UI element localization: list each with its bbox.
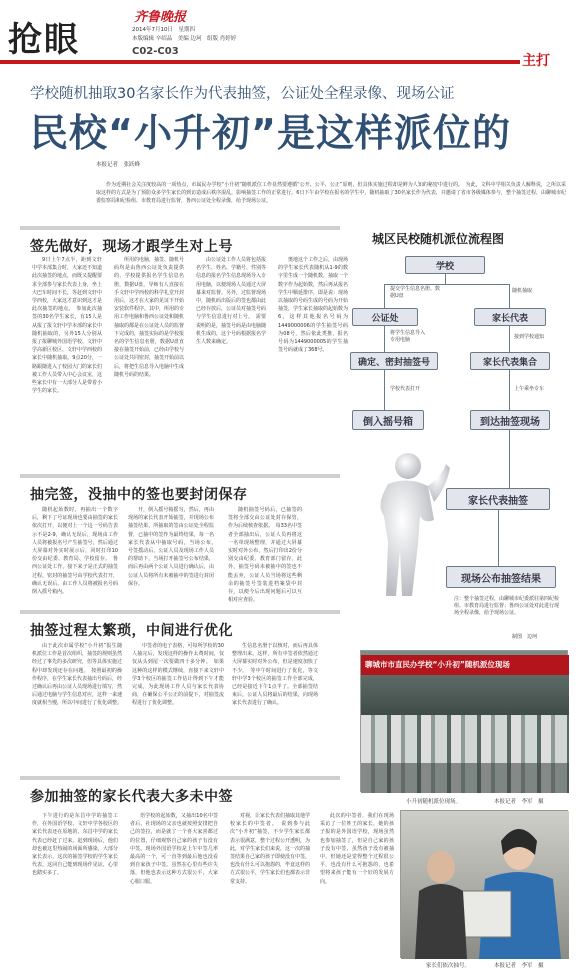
header-rule [0, 60, 520, 64]
byline: 本报记者 张跃峰 [96, 162, 141, 168]
photo-caption: 小升初随机派位现场。 [406, 799, 462, 805]
connector [509, 370, 510, 410]
section-heading-4: 参加抽签的家长代表大多未中签 [30, 789, 233, 805]
connector [445, 274, 446, 284]
body-text: 奥地这个工作之后，由现场的学生家长代表随机从1-9的数字里生成一个随机数，抽取一个数字作为起始数，然后再从报名学生中顺延排序，即是说：现场以抽取的号码生成的号码为开始抽签，学生家长抽取的起始数为6，这样其他报名号码为1449000006的学生抽签号码为08号，然后依此类推，报名号码为1449000005的学生抽签号码就成了368号。 [278, 257, 349, 354]
paper-logo: 齐鲁晚报 [134, 10, 187, 25]
section-rule [20, 610, 340, 614]
photo-draw-scene [360, 650, 568, 792]
section-heading-2: 抽完签，没抽中的签也要封闭保存 [30, 487, 248, 503]
flowchart [350, 222, 572, 644]
body-text: 此次的中签者，我们在现场采访了一位姓王的家长，她的孩子报的是外国语学校，现场虽然也参加抽签了，但是自己家的孩子没有中签，虽然孩子没有被抽中，但她还是觉得整个过程很公平，也没有什么可抱怨的，也希望将来孩子能有一个好的发展方向。 [320, 813, 394, 885]
connector [509, 430, 510, 488]
parent-figure [401, 811, 569, 959]
issue-date: 2014年7月10日 星期四 [132, 27, 195, 33]
article-column [232, 642, 318, 750]
photo-credit: 本报记者 李军 摄 [494, 963, 544, 969]
note-submit: 提交学生信息名册、数据U盘 [390, 286, 441, 299]
body-text: 语学校的起始数，又抽出10名中签者后，社现场的父亲也就按照安排把自己的签拉，而是就了一个喜大家喜都过的位置，仔细观察自己家的孩子有没有中签。现场外国语学校是上午中签几率最高的一个，可一直等到最后他也没看到自家孩子中签。虽然在心里有些许失落，但他也表示这种方式很公平，大家心服口服。 [130, 813, 218, 885]
article-column [128, 506, 220, 606]
connector [384, 326, 385, 352]
floor [361, 763, 569, 793]
note-unseal: 学校代表打开 [390, 386, 421, 392]
section-heading-1: 签先做好，现场才跟学生对上号 [30, 239, 233, 255]
article-column [32, 812, 118, 972]
connector [509, 326, 510, 352]
note-board: 上午乘坐专车 [514, 386, 545, 392]
body-text: 由于此次市属学校“小升初”报生随机派位工作是首次组织，抽签的规则虽然经过了事先的多次研究，但等具体实施过程中却发现还存在问题。 按照最初的操作程序，在学生家长代表抽出号码后，经过确认后再由公证人员现场进行填写，然后通过电脑与学生信息对应，这样一来速度就相当慢，所以中间进行了优化调整。 [32, 643, 123, 707]
article-column [278, 256, 348, 476]
note-random: 随机抽取 [512, 288, 533, 294]
note-notify: 接到学校通知 [514, 334, 545, 340]
body-text: 下午进行的是东昌中学的抽签工作，在外国语学校、文轩中学各校区的家长代表还在原地的，东昌中学的家长代表已经赶了过来。赶到现场后，他们却也被这里热闹的场面所感染，大部分家长表示，这次的抽签学校的学生家长代表，这回自己能到现场作见证，心里也踏实多了。 [32, 813, 118, 877]
editor-credits: 本版编辑 辛绍品 美编 边珂 组版 肖婷婷 [132, 36, 237, 42]
masthead [0, 0, 580, 72]
connector [384, 370, 385, 410]
section-heading-3: 抽签过程太繁琐，中间进行优化 [30, 623, 233, 639]
body-text: 对视，让家长代表们抽取其他学校家长的中签者。 说到参与此次“小升初”抽签，不少学生家长都表示很满意，整个过程公开透明，为此，对学生家长们来说，这一次的抽签结果自己家的孩子即使没有中签，也没有什么可以抱怨的，毕竟这样的方式很公平，学生家长们也都表示非常支持。 [230, 813, 311, 885]
note-encode: 将学生信息导入专用电脑 [390, 330, 426, 343]
node-parents-rep: 家长代表 [474, 308, 546, 326]
lead-text: 作为近期社会关注度较高的一项热点，市属民办学校“小升初”随机派位工作显然要遵循“公开、公平、公正”原则，但具体实施过程却是鲜为人知的秘密中进行的。 为此，文科中学相关负责人解释说，之所以采取这样的方式是为了预防众多学生家长的到访造成后秩序混乱，影响抽签工作的正常进行。6日下午由学校在报名的学生中，随机抽取了30名家长作为代表，并邀请了省市各级媒体参与，整个抽签过程，由聊城市纪委监察局和纪检组、市教育局进行监督，鲁西公证处全程录像，给予现场公证。 [96, 182, 566, 205]
stage-wall [361, 675, 569, 715]
connector [509, 284, 510, 308]
lead-paragraph [96, 181, 566, 206]
photo-parents-draw [400, 810, 568, 958]
connector [384, 284, 385, 308]
article-column [230, 812, 310, 972]
photo-caption: 家长们依次抽号。 [426, 963, 471, 969]
page-number: C02-C03 [132, 46, 179, 57]
node-confirm: 确定、密封抽签号 [350, 352, 438, 370]
article-column [130, 812, 218, 972]
node-parent-draw: 家长代表抽签 [446, 488, 550, 510]
body-text: 随机抽签号码后，已抽签的签将全部交由公证处封存保管，作为后续核查依据。 每33名中签者全部抽出后，公证人员再将这一名单现场整理，并通过大屏幕实时对外公布，然后打印出2份分别交由纪委、教育部门留存。此外，抽签号码未被抽中的签也不能丢弃，公证人员当场将这些剩余的抽签号签装进档案袋中封存，以便今后出现问题后可以互相对应查验。 [228, 507, 302, 604]
node-notary: 公证处 [352, 308, 418, 326]
flowchart-footnote: 注：整个抽签过程，由聊城市纪委派驻第四纪检组、市教育局进行监督；鲁西公证处对此进行现场全程录像，给予现场公证。 [454, 596, 560, 616]
body-text: 随机起始数时，再抽出一个数字后，剩下了号证现场也要由抽签的家长依次打开，以便对上一个这一号码告表示不是2-9，确认无误后，现场由工作人员将被报名号产生抽签号，然后通过大屏幕对外实时展示后，同时打印10份交由纪委、教育局、学校留存。 鲁西公证处工作，接下来子是正式的抽签过程，密封的抽签号由学校代表打开，确认无误后，由工作人员将被报名号码倒入摇号箱内。 [32, 507, 118, 596]
feature-badge: 主打 [522, 53, 550, 69]
article-column [320, 812, 394, 972]
body-text: 9日上午7点半，距到文轩中学本部集合时，大家还不知道此次抽签的地点，而既又提醒要求全部参与家长代表上身，坐上大巴车时间不长，等赶到文轩中学西校，大家这才意识到这才是此次抽签的地点。 参加此次抽签的30名学生家长，有15人是从报了报文轩中学本部的家长中随机抽取的，另外15人分别从报了报聊城外国语学校、文轩中学高新区校区、文轩中学西校的家长中随机抽取。9点20分，一路跟随进入了校园大门的家长们被工作人员带入中心会议室，这些家长中有一大部分人是带着小学生的家长。 [32, 257, 103, 395]
node-gather: 家长代表集合 [470, 352, 550, 370]
section-rule [20, 474, 340, 478]
body-text: 生信息名册于以核对，而后再具体整理出来。这样，所有中签者依然通过大屏幕实时对外公布，但是速度加快了不少。 等中午时间进行了优化，等文轩中学3个校区的抽签工作全部完成，已经是接近下午1点半了。全部抽签结束后，公证人员将最后的结果，向现场家长代表进行了确认。 [232, 643, 318, 707]
figure-illustration [350, 446, 450, 606]
flowchart-title: 城区民校随机派位流程图 [372, 232, 505, 246]
body-text: 由公证处工作人员将包括报名学生、姓名、学籍号、性别等信息的报名学生信息现场导入专用电脑，以便现场人员通过大屏幕来对监督。另外，过监督现场中，随机码出版后的签也都由此已经存放后，公证员对抽签号码与学生信息进行对上号。 需要说明的是，抽签号码是由电脑随机生成的，这个号码根据报名学生人数来确定。 [196, 257, 267, 346]
flowchart-credit: 制图 边珂 [512, 634, 538, 640]
article-column [32, 506, 118, 606]
article-column [32, 256, 102, 476]
node-school: 学校 [405, 256, 485, 274]
main-headline: 民校“小升初”是这样派位的 [30, 111, 511, 155]
article-column [196, 256, 266, 476]
body-text: 开，倒入摇号箱摇匀，然后，再由现场的家长代表开始抽签，并现场公布抽签结果，所抽取的签由公证处全程监督，已抽中的签作为最终结果，每一名家长代表从中抽取号码，当场公布。 号签摇动后，公证人员及现场工作人员的帮助下，当场打开抽签号公布结果，而后再由两个公证人员进行确认后，由公证人员将所有未被抽中的签进行封闭保存。 [128, 507, 220, 587]
body-text: 所用的电脑，抽签、随机号码均是由鲁西公证处负责提供的，学校提供报名学生信息名册，数据U盘，导师有人直接在手文轩中学西校的科学礼堂开封用后，这才在大家的见证下开始安装软件程序。其中，所用的专用工作电脑和鲁西公证处和随机抽取的都是在公证处人员的监督下完成的，抽签实际的是学校报名的学生信息名册，数据U盘直接在抽签开始前，已经由学校与公证处共同密封，抽签开始前以后，将把生信息导入电脑中生成随机号码的结果。 [114, 257, 185, 378]
kicker: 学校随机抽取30名家长作为代表抽签，公证处全程录像、现场公证 [30, 86, 455, 102]
connector [498, 510, 499, 566]
section-title: 抢眼 [8, 20, 80, 60]
article-column [228, 506, 302, 606]
article-column [132, 642, 224, 750]
article-column [114, 256, 184, 476]
node-draw-box: 倒入摇号箱 [352, 410, 424, 430]
photo-credit: 本报记者 李军 摄 [494, 799, 544, 805]
banner-text: 聊城市市直民办学校“小升初”随机派位现场 [365, 660, 510, 669]
node-arrive: 到达抽签现场 [470, 410, 550, 430]
connector [384, 284, 509, 285]
article-column [32, 642, 122, 750]
section-rule [20, 226, 340, 230]
node-result: 现场公布抽签结果 [446, 566, 556, 588]
section-rule [20, 776, 340, 780]
body-text: 中签者的电子表格，可每所学校的30人抽完后，发现这样的操作太费时间，仅仅从头到尾一次要做四十多分钟。 如果这种的这样的模式继续，直接下来文轩中学3个校区的抽签工作估计得到下午才能完成，为此现场工作人员与家长代表协商，在确保公平公正的前提下，对抽签流程进行了优化调整。 [132, 643, 224, 707]
